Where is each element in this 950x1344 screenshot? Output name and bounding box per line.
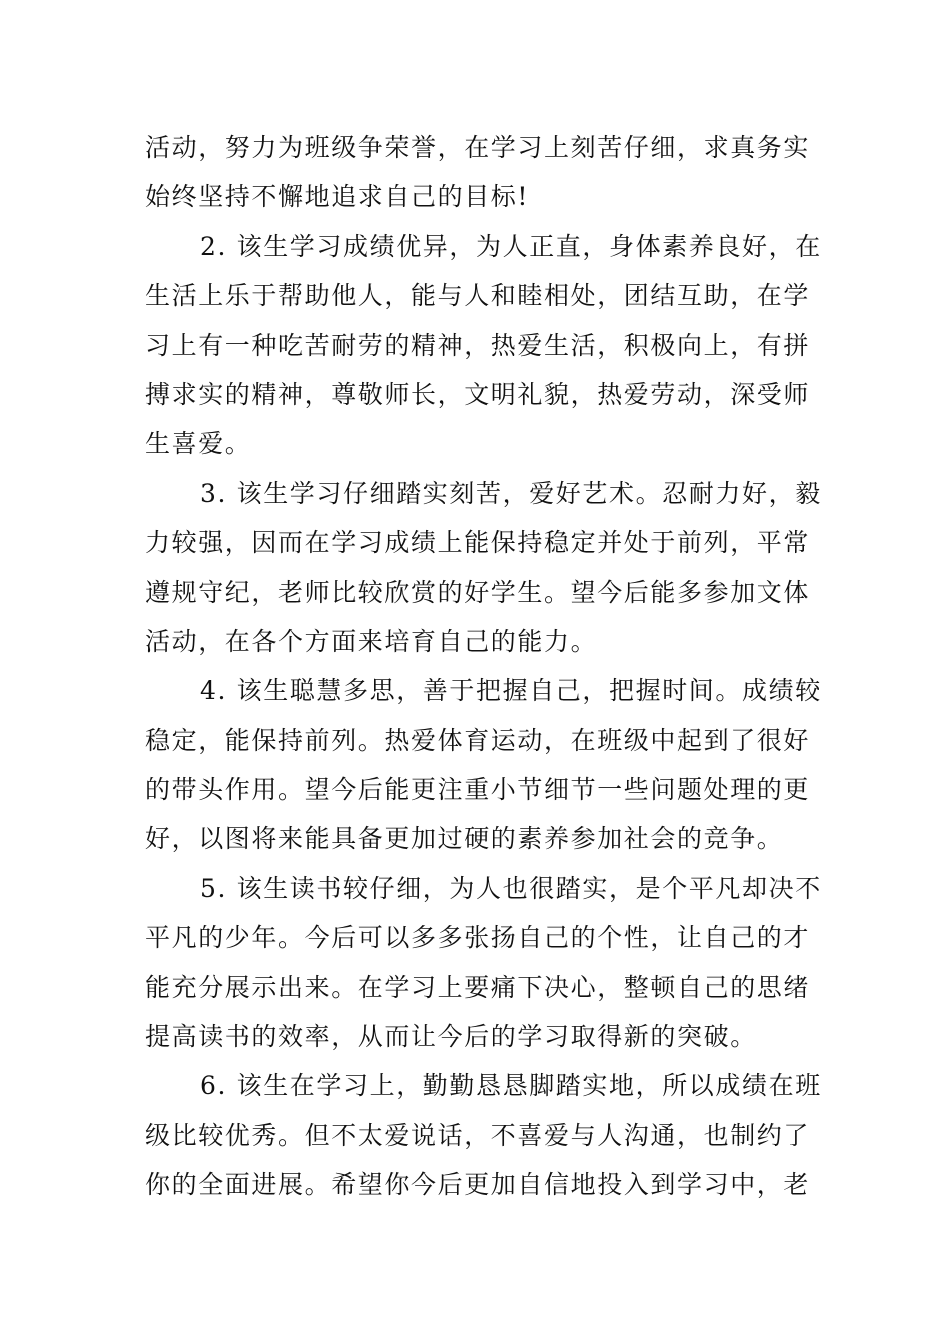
text-line: 稳定，能保持前列。热爱体育运动，在班级中起到了很好 xyxy=(145,725,811,755)
text-line: 活动，努力为班级争荣誉，在学习上刻苦仔细，求真务实 xyxy=(145,133,811,162)
paragraph-start-line: 2. 该生学习成绩优异，为人正直，身体素养良好，在 xyxy=(200,231,822,261)
text-line: 搏求实的精神，尊敬师长，文明礼貌，热爱劳动，深受师 xyxy=(145,379,811,409)
paragraph-start-line: 4. 该生聪慧多思，善于把握自己，把握时间。成绩较 xyxy=(200,676,822,706)
text-line: 生活上乐于帮助他人，能与人和睦相处，团结互助，在学 xyxy=(145,281,811,311)
text-line: 能充分展示出来。在学习上要痛下决心，整顿自己的思绪 xyxy=(145,972,811,1002)
paragraph-start-line: 6. 该生在学习上，勤勤恳恳脚踏实地，所以成绩在班 xyxy=(200,1071,822,1101)
document-body xyxy=(145,123,822,1210)
text-line: 好，以图将来能具备更加过硬的素养参加社会的竞争。 xyxy=(145,824,784,854)
text-line: 级比较优秀。但不太爱说话，不喜爱与人沟通，也制约了 xyxy=(145,1120,811,1150)
text-line: 始终坚持不懈地追求自己的目标! xyxy=(145,182,530,212)
text-line: 生喜爱。 xyxy=(145,429,252,459)
text-line: 提高读书的效率，从而让今后的学习取得新的突破。 xyxy=(145,1022,757,1052)
text-line: 平凡的少年。今后可以多多张扬自己的个性，让自己的才 xyxy=(145,923,811,953)
text-line: 你的全面进展。希望你今后更加自信地投入到学习中，老 xyxy=(145,1170,811,1200)
text-line: 力较强，因而在学习成绩上能保持稳定并处于前列，平常 xyxy=(145,528,811,558)
text-line: 活动，在各个方面来培育自己的能力。 xyxy=(145,626,598,656)
text-line: 习上有一种吃苦耐劳的精神，热爱生活，积极向上，有拼 xyxy=(145,330,811,360)
text-line: 遵规守纪，老师比较欣赏的好学生。望今后能多参加文体 xyxy=(145,577,811,607)
text-line: 的带头作用。望今后能更注重小节细节一些问题处理的更 xyxy=(145,775,811,805)
paragraph-start-line: 3. 该生学习仔细踏实刻苦，爱好艺术。忍耐力好，毅 xyxy=(200,478,822,508)
paragraph-start-line: 5. 该生读书较仔细，为人也很踏实，是个平凡却决不 xyxy=(200,873,822,903)
